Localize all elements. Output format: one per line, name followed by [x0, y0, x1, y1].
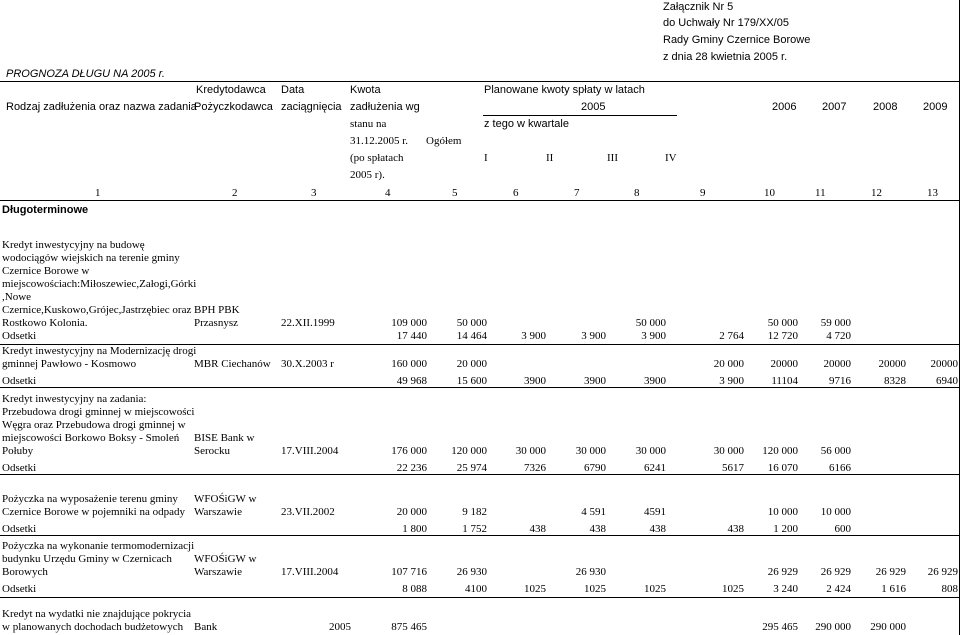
loan-name-line: Pożyczka na wykonanie termomodernizacji: [2, 540, 195, 552]
header-amount: 2005 r).: [350, 169, 385, 181]
row-divider: [0, 535, 960, 536]
loan-value: 20 000: [713, 358, 744, 370]
loan-date: 30.X.2003 r: [281, 358, 334, 370]
loan-name-line: Borowych: [2, 566, 48, 578]
interest-value: 1 800: [402, 523, 427, 535]
header-quarter: I: [484, 152, 488, 164]
divider: [483, 115, 677, 116]
loan-value: 160 000: [391, 358, 427, 370]
interest-label: Odsetki: [2, 523, 37, 535]
header-date: Data: [281, 84, 305, 96]
column-number: 1: [95, 187, 101, 199]
header-date: zaciągnięcia: [281, 101, 342, 113]
loan-value: 176 000: [391, 445, 427, 457]
interest-value: 2 764: [719, 330, 744, 342]
loan-date: 17.VIII.2004: [281, 445, 339, 457]
header-amount: (po spłatach: [350, 152, 404, 164]
header-amount: stanu na: [350, 118, 387, 130]
loan-value: 26 929: [875, 566, 906, 578]
interest-value: 3 900: [719, 375, 744, 387]
header-year: 2005: [581, 101, 606, 113]
header-kind: Rodzaj zadłużenia oraz nazwa zadania: [6, 101, 197, 113]
interest-value: 1025: [584, 583, 606, 595]
interest-label: Odsetki: [2, 330, 37, 342]
loan-name: [2, 345, 196, 371]
interest-value: 3900: [644, 375, 666, 387]
loan-value: 10 000: [767, 506, 798, 518]
loan-value: 20 000: [396, 506, 427, 518]
loan-value: 50 000: [767, 317, 798, 329]
attachment-line: Załącznik Nr 5: [663, 1, 734, 13]
attachment-line: do Uchwały Nr 179/XX/05: [663, 17, 789, 29]
loan-name-line: Pożyczka na wyposażenie terenu gminy: [2, 493, 178, 505]
column-number: 8: [634, 187, 640, 199]
loan-date: 22.XII.1999: [281, 317, 335, 329]
loan-value: 875 465: [391, 621, 427, 633]
interest-value: 6241: [644, 462, 666, 474]
interest-value: 9716: [829, 375, 851, 387]
row-divider: [0, 387, 960, 388]
loan-name-line: Czernice Borowe w pojemniki na odpady: [2, 506, 185, 518]
divider: [0, 81, 960, 82]
loan-name-line: Kredyt na wydatki nie znajdujące pokrycia: [2, 608, 192, 620]
header-amount: Kwota: [350, 84, 381, 96]
loan-value: 26 930: [456, 566, 487, 578]
loan-creditor: MBR Ciechanów: [194, 358, 271, 370]
loan-value: 30 000: [575, 445, 606, 457]
column-number: 11: [815, 187, 826, 199]
loan-date: 2005: [329, 621, 351, 633]
header-creditor: Kredytodawca: [196, 84, 266, 96]
loan-value: 295 465: [762, 621, 798, 633]
interest-value: 4 720: [826, 330, 851, 342]
loan-creditor: WFOŚiGW w: [194, 493, 257, 505]
loan-value: 26 930: [575, 566, 606, 578]
loan-name-line: ,Nowe: [2, 291, 32, 303]
loan-value: 4591: [644, 506, 666, 518]
loan-name-line: Węgra oraz Przebudowa drogi gminnej w: [2, 419, 186, 431]
interest-value: 7326: [524, 462, 546, 474]
loan-value: 109 000: [391, 317, 427, 329]
interest-value: 12 720: [767, 330, 798, 342]
loan-name-line: Czernice,Kuskowo,Grójec,Jastrzębiec oraz: [2, 304, 192, 316]
interest-value: 49 968: [396, 375, 427, 387]
interest-value: 4100: [465, 583, 487, 595]
attachment-line: Rady Gminy Czernice Borowe: [663, 34, 811, 46]
interest-label: Odsetki: [2, 462, 37, 474]
loan-value: 290 000: [815, 621, 851, 633]
header-quarter: II: [546, 152, 554, 164]
interest-value: 6790: [584, 462, 606, 474]
loan-value: 26 929: [820, 566, 851, 578]
interest-label: Odsetki: [2, 375, 37, 387]
loan-value: 50 000: [456, 317, 487, 329]
loan-name-line: Rostkowo Kolonia.: [2, 317, 88, 329]
loan-value: 56 000: [820, 445, 851, 457]
interest-value: 14 464: [456, 330, 487, 342]
loan-creditor: Warszawie: [194, 566, 242, 578]
section-title: Długoterminowe: [2, 204, 89, 216]
loan-value: 20000: [930, 358, 958, 370]
interest-value: 600: [834, 523, 851, 535]
loan-name: [2, 608, 191, 634]
loan-date: 17.VIII.2004: [281, 566, 339, 578]
header-quarter: III: [607, 152, 618, 164]
loan-value: 107 716: [391, 566, 427, 578]
interest-value: 2 424: [826, 583, 851, 595]
interest-value: 438: [727, 523, 744, 535]
interest-value: 5617: [722, 462, 744, 474]
loan-name: [2, 540, 194, 579]
column-number: 12: [871, 187, 882, 199]
loan-value: 26 929: [927, 566, 958, 578]
header-creditor: Pożyczkodawca: [194, 101, 273, 113]
interest-label: Odsetki: [2, 583, 37, 595]
interest-value: 3 900: [581, 330, 606, 342]
loan-value: 20 000: [456, 358, 487, 370]
interest-value: 8 088: [402, 583, 427, 595]
interest-value: 1 616: [881, 583, 906, 595]
interest-value: 3900: [524, 375, 546, 387]
loan-creditor: Bank: [194, 621, 218, 633]
interest-value: 17 440: [396, 330, 427, 342]
loan-name-line: Czernice Borowe w: [2, 265, 90, 277]
loan-creditor: BPH PBK: [194, 304, 240, 316]
divider: [0, 200, 960, 201]
header-amount: zadłużenia wg: [350, 101, 420, 113]
column-number: 9: [700, 187, 706, 199]
interest-value: 25 974: [456, 462, 487, 474]
column-number: 4: [385, 187, 391, 199]
header-total: Ogółem: [426, 135, 462, 147]
loan-value: 9 182: [462, 506, 487, 518]
loan-creditor: BISE Bank w: [194, 432, 255, 444]
loan-value: 120 000: [762, 445, 798, 457]
loan-creditor: Przasnysz: [194, 317, 238, 329]
column-number: 13: [927, 187, 938, 199]
interest-value: 6940: [936, 375, 958, 387]
loan-value: 59 000: [820, 317, 851, 329]
loan-name-line: Połuby: [2, 445, 34, 457]
interest-value: 438: [589, 523, 606, 535]
interest-value: 11104: [771, 375, 798, 387]
row-divider: [0, 597, 960, 598]
loan-value: 290 000: [870, 621, 906, 633]
column-number: 6: [513, 187, 519, 199]
interest-value: 438: [529, 523, 546, 535]
interest-value: 3900: [584, 375, 606, 387]
loan-value: 50 000: [635, 317, 666, 329]
column-number: 3: [311, 187, 317, 199]
loan-date: 23.VII.2002: [281, 506, 335, 518]
loan-value: 120 000: [451, 445, 487, 457]
header-quarter: IV: [665, 152, 677, 164]
loan-value: 10 000: [820, 506, 851, 518]
loan-value: 20000: [770, 358, 798, 370]
column-number: 2: [232, 187, 238, 199]
loan-name-line: Kredyt inwestycyjny na Modernizację drogi: [2, 345, 197, 357]
interest-value: 1025: [722, 583, 744, 595]
interest-value: 16 070: [767, 462, 798, 474]
interest-value: 1 200: [773, 523, 798, 535]
loan-name-line: wodociągów wiejskich na terenie gminy: [2, 252, 180, 264]
header-planned: Planowane kwoty spłaty w latach: [484, 84, 645, 96]
loan-creditor: Serocku: [194, 445, 231, 457]
header-year: 2008: [873, 101, 898, 113]
page-title: PROGNOZA DŁUGU NA 2005 r.: [6, 68, 165, 80]
loan-creditor: WFOŚiGW w: [194, 553, 257, 565]
loan-value: 20000: [823, 358, 851, 370]
interest-value: 3 900: [641, 330, 666, 342]
header-quarters: z tego w kwartale: [484, 118, 569, 130]
interest-value: 1025: [524, 583, 546, 595]
column-number: 10: [764, 187, 775, 199]
interest-value: 1025: [644, 583, 666, 595]
interest-value: 808: [941, 583, 958, 595]
loan-name: [2, 493, 185, 519]
loan-creditor: Warszawie: [194, 506, 242, 518]
column-number: 5: [452, 187, 458, 199]
loan-value: 26 929: [767, 566, 798, 578]
loan-name-line: miejscowości Borkowo Boksy - Smoleń: [2, 432, 180, 444]
loan-name-line: miejscowościach:Miłoszewiec,Załogi,Górki: [2, 278, 197, 290]
interest-value: 6166: [829, 462, 851, 474]
loan-name: [2, 239, 196, 330]
interest-value: 3 240: [773, 583, 798, 595]
attachment-line: z dnia 28 kwietnia 2005 r.: [663, 51, 788, 63]
loan-name-line: budynku Urzędu Gminy w Czernicach: [2, 553, 172, 565]
interest-value: 3 900: [521, 330, 546, 342]
interest-value: 1 752: [462, 523, 487, 535]
loan-name-line: w planowanych dochodach budżetowych: [2, 621, 184, 633]
loan-name-line: Kredyt inwestycyjny na zadania:: [2, 393, 147, 405]
loan-value: 30 000: [713, 445, 744, 457]
loan-name-line: Przebudowa drogi gminnej w miejscowości: [2, 406, 195, 418]
interest-value: 438: [649, 523, 666, 535]
loan-name-line: gminnej Pawłowo - Kosmowo: [2, 358, 137, 370]
loan-name: [2, 393, 194, 458]
column-number: 7: [574, 187, 580, 199]
header-year: 2007: [822, 101, 847, 113]
interest-value: 8328: [884, 375, 906, 387]
header-amount: 31.12.2005 r.: [350, 135, 409, 147]
loan-value: 4 591: [581, 506, 606, 518]
header-year: 2006: [772, 101, 797, 113]
interest-value: 22 236: [396, 462, 427, 474]
row-divider: [0, 474, 960, 475]
loan-value: 30 000: [515, 445, 546, 457]
interest-value: 15 600: [456, 375, 487, 387]
loan-value: 30 000: [635, 445, 666, 457]
header-year: 2009: [923, 101, 948, 113]
loan-name-line: Kredyt inwestycyjny na budowę: [2, 239, 145, 251]
loan-value: 20000: [878, 358, 906, 370]
